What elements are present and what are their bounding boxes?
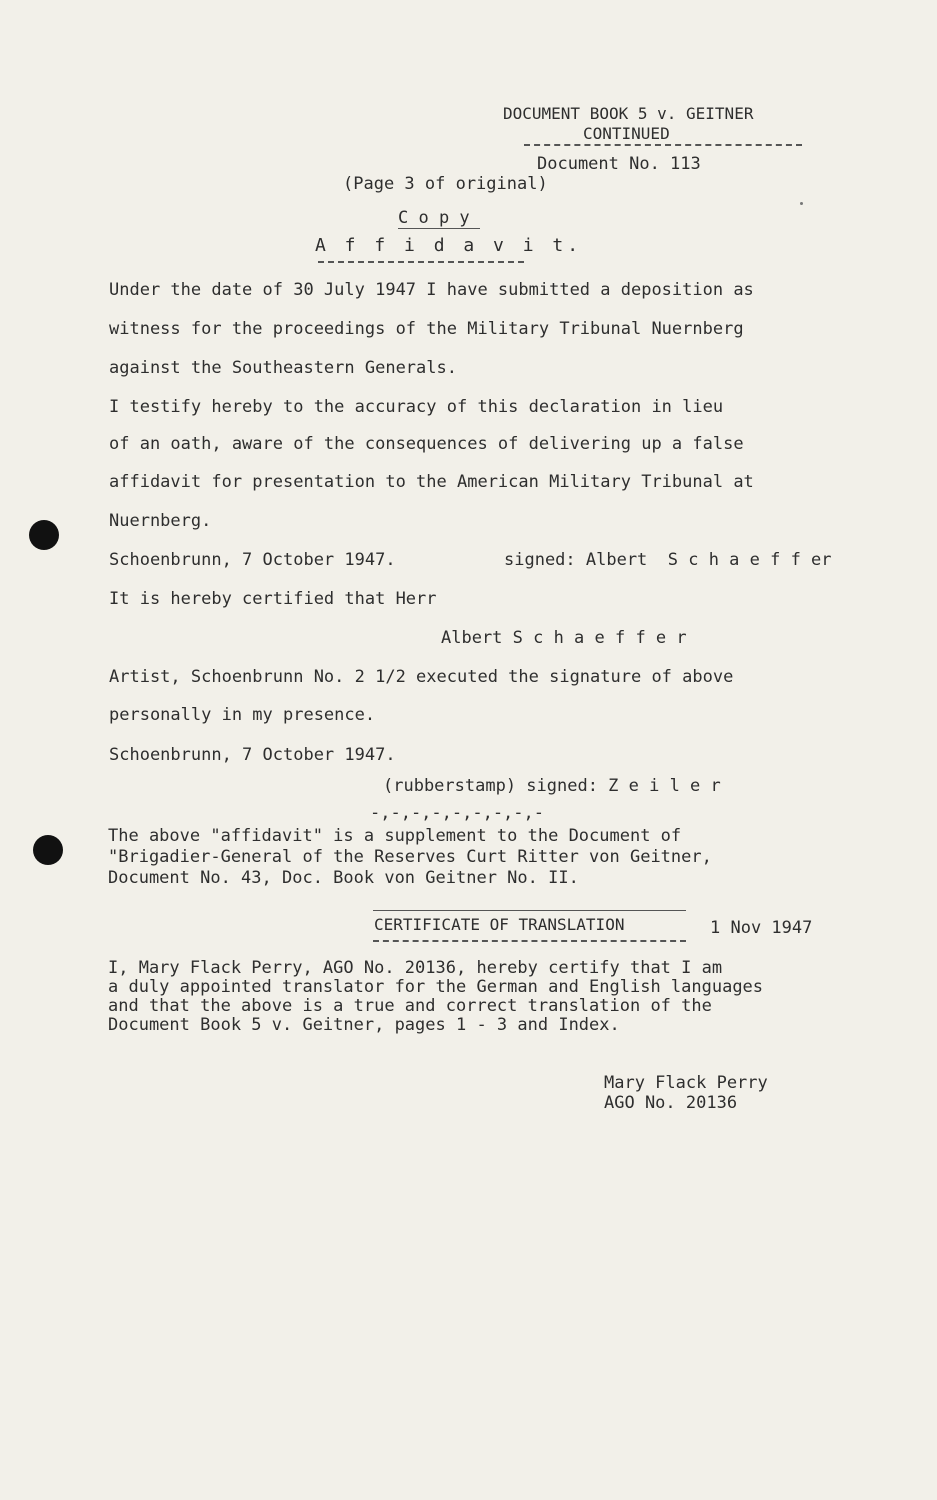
certificate-line-1: I, Mary Flack Perry, AGO No. 20136, hereby certify that I am	[108, 958, 723, 978]
document-number: Document No. 113	[537, 154, 701, 174]
artist-line-2: personally in my presence.	[109, 705, 376, 725]
divider-line: -,-,-,-,-,-,-,-,-	[370, 803, 544, 823]
place-date: Schoenbrunn, 7 October 1947.	[109, 550, 396, 570]
certificate-title: CERTIFICATE OF TRANSLATION	[374, 915, 625, 934]
copy-underline	[398, 228, 480, 229]
punch-hole-bottom	[33, 835, 63, 865]
paragraph-2-line-3: affidavit for presentation to the American Military Tribunal at	[109, 472, 754, 492]
supplement-line-2: "Brigadier-General of the Reserves Curt Ritter von Geitner,	[108, 847, 712, 867]
certificate-line-2: a duly appointed translator for the German and English languages	[108, 977, 764, 997]
continued-label: CONTINUED	[583, 124, 670, 143]
copy-title: C o p y	[398, 208, 470, 228]
rubberstamp-signature: (rubberstamp) signed: Z e i l e r	[383, 776, 721, 796]
affidavit-title: A f f i d a v i t.	[315, 235, 583, 256]
place-date-2: Schoenbrunn, 7 October 1947.	[109, 745, 396, 765]
certificate-overline	[373, 910, 686, 911]
continued-underline	[524, 144, 802, 146]
artist-line-1: Artist, Schoenbrunn No. 2 1/2 executed the signature of above	[109, 667, 734, 687]
paper-speck	[800, 202, 803, 205]
paragraph-2-line-4: Nuernberg.	[109, 511, 212, 531]
supplement-line-1: The above "affidavit" is a supplement to the Document of	[108, 826, 682, 846]
certificate-underline	[373, 940, 686, 942]
certificate-line-3: and that the above is a true and correct translation of the	[108, 996, 712, 1016]
translator-ago-number: AGO No. 20136	[604, 1093, 738, 1113]
albert-schaeffer-name: Albert S c h a e f f e r	[441, 628, 687, 648]
certified-line: It is hereby certified that Herr	[109, 589, 437, 609]
signed-schaeffer: signed: Albert S c h a e f f er	[504, 550, 832, 570]
paragraph-2-line-1: I testify hereby to the accuracy of this declaration in lieu	[109, 397, 724, 417]
document-book-heading: DOCUMENT BOOK 5 v. GEITNER	[503, 104, 754, 123]
supplement-line-3: Document No. 43, Doc. Book von Geitner No. II.	[108, 868, 579, 888]
translator-signature-name: Mary Flack Perry	[604, 1073, 768, 1093]
paragraph-1-line-2: witness for the proceedings of the Military Tribunal Nuernberg	[109, 319, 744, 339]
punch-hole-top	[29, 520, 59, 550]
paragraph-2-line-2: of an oath, aware of the consequences of delivering up a false	[109, 434, 744, 454]
affidavit-underline	[318, 261, 524, 263]
page-reference: (Page 3 of original)	[343, 174, 548, 194]
paragraph-1-line-1: Under the date of 30 July 1947 I have submitted a deposition as	[109, 280, 754, 300]
certificate-line-4: Document Book 5 v. Geitner, pages 1 - 3 and Index.	[108, 1015, 620, 1035]
certificate-date: 1 Nov 1947	[710, 918, 813, 938]
paragraph-1-line-3: against the Southeastern Generals.	[109, 358, 457, 378]
